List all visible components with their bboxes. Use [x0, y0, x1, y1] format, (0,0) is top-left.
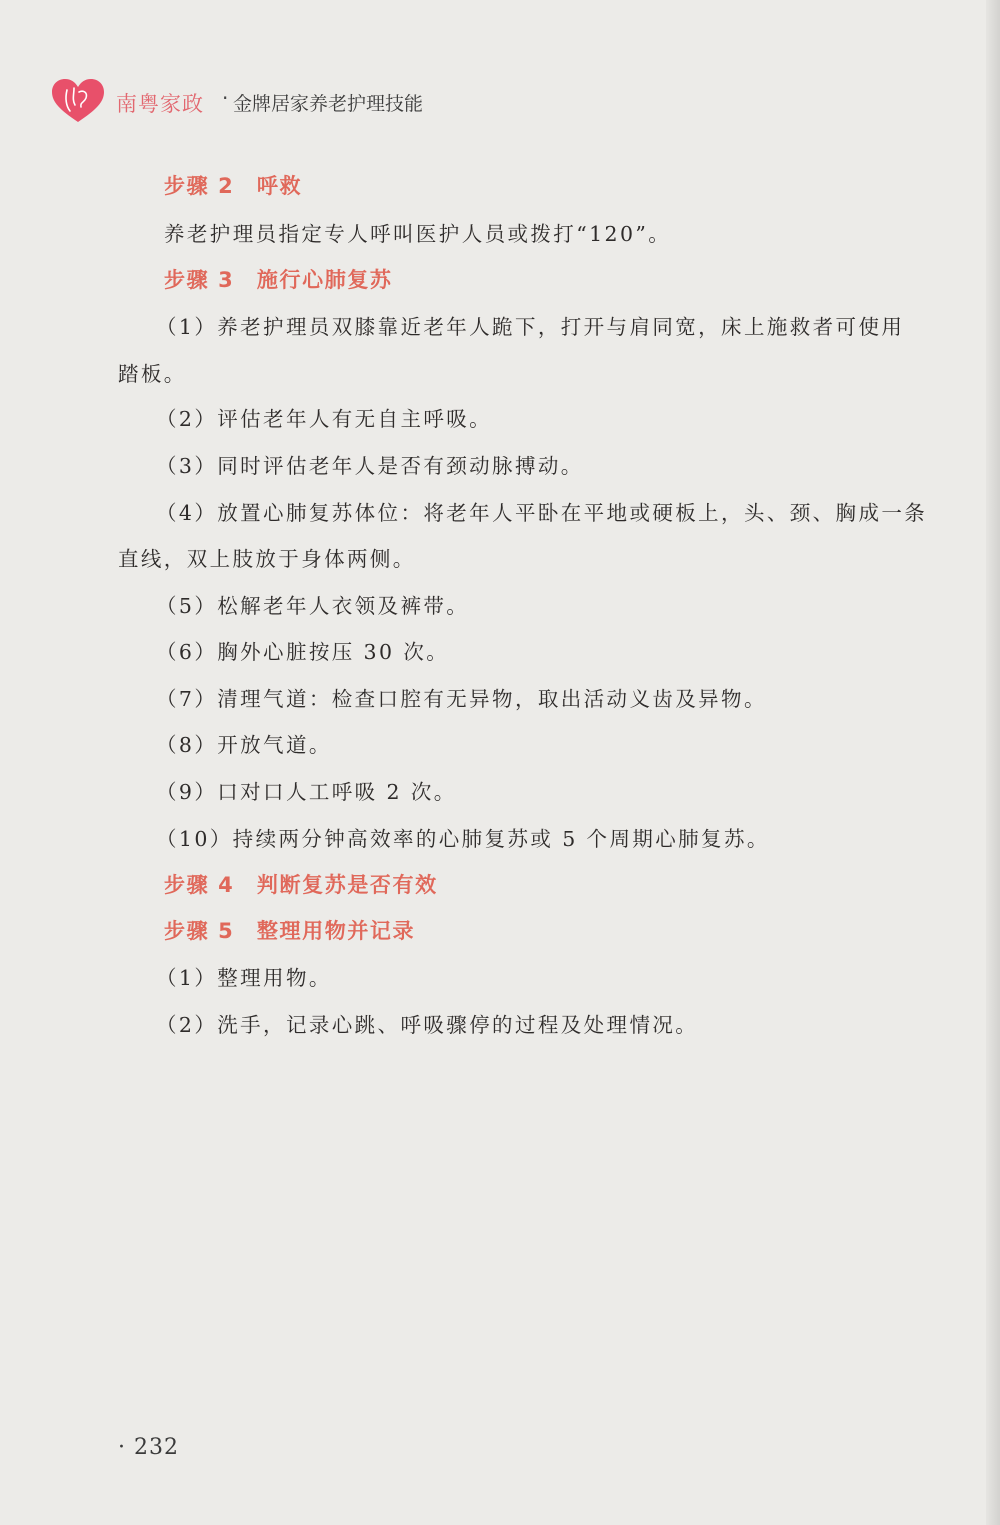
list-item: （9）口对口人工呼吸 2 次。 [156, 780, 457, 804]
header-separator: · [222, 86, 229, 110]
paragraph: 养老护理员指定专人呼叫医护人员或拨打“120”。 [164, 222, 672, 246]
list-item: （1）养老护理员双膝靠近老年人跪下，打开与肩同宽，床上施救者可使用 [156, 315, 905, 339]
list-item: （6）胸外心脏按压 30 次。 [156, 640, 450, 664]
step-3-heading: 步骤 3 施行心肺复苏 [164, 268, 393, 292]
list-item-continued: 直线，双上肢放于身体两侧。 [118, 547, 416, 571]
page-number: · 232 [118, 1435, 179, 1460]
list-item: （1）整理用物。 [156, 966, 332, 990]
heart-logo-icon [50, 78, 106, 124]
list-item: （2）评估老年人有无自主呼吸。 [156, 407, 493, 431]
list-item: （2）洗手，记录心跳、呼吸骤停的过程及处理情况。 [156, 1013, 699, 1037]
brand-name: 南粤家政 [116, 92, 204, 116]
step-4-heading: 步骤 4 判断复苏是否有效 [164, 873, 438, 897]
step-5-heading: 步骤 5 整理用物并记录 [164, 919, 416, 943]
list-item: （4）放置心肺复苏体位：将老年人平卧在平地或硬板上，头、颈、胸成一条 [156, 501, 928, 525]
list-item: （3）同时评估老年人是否有颈动脉搏动。 [156, 454, 584, 478]
list-item: （5）松解老年人衣领及裤带。 [156, 594, 470, 618]
list-item: （10）持续两分钟高效率的心肺复苏或 5 个周期心肺复苏。 [156, 827, 770, 851]
step-2-heading: 步骤 2 呼救 [164, 174, 303, 198]
list-item: （8）开放气道。 [156, 733, 332, 757]
list-item-continued: 踏板。 [118, 362, 187, 386]
book-title: 金牌居家养老护理技能 [233, 93, 424, 115]
page-edge [986, 0, 1000, 1525]
list-item: （7）清理气道：检查口腔有无异物，取出活动义齿及异物。 [156, 687, 767, 711]
